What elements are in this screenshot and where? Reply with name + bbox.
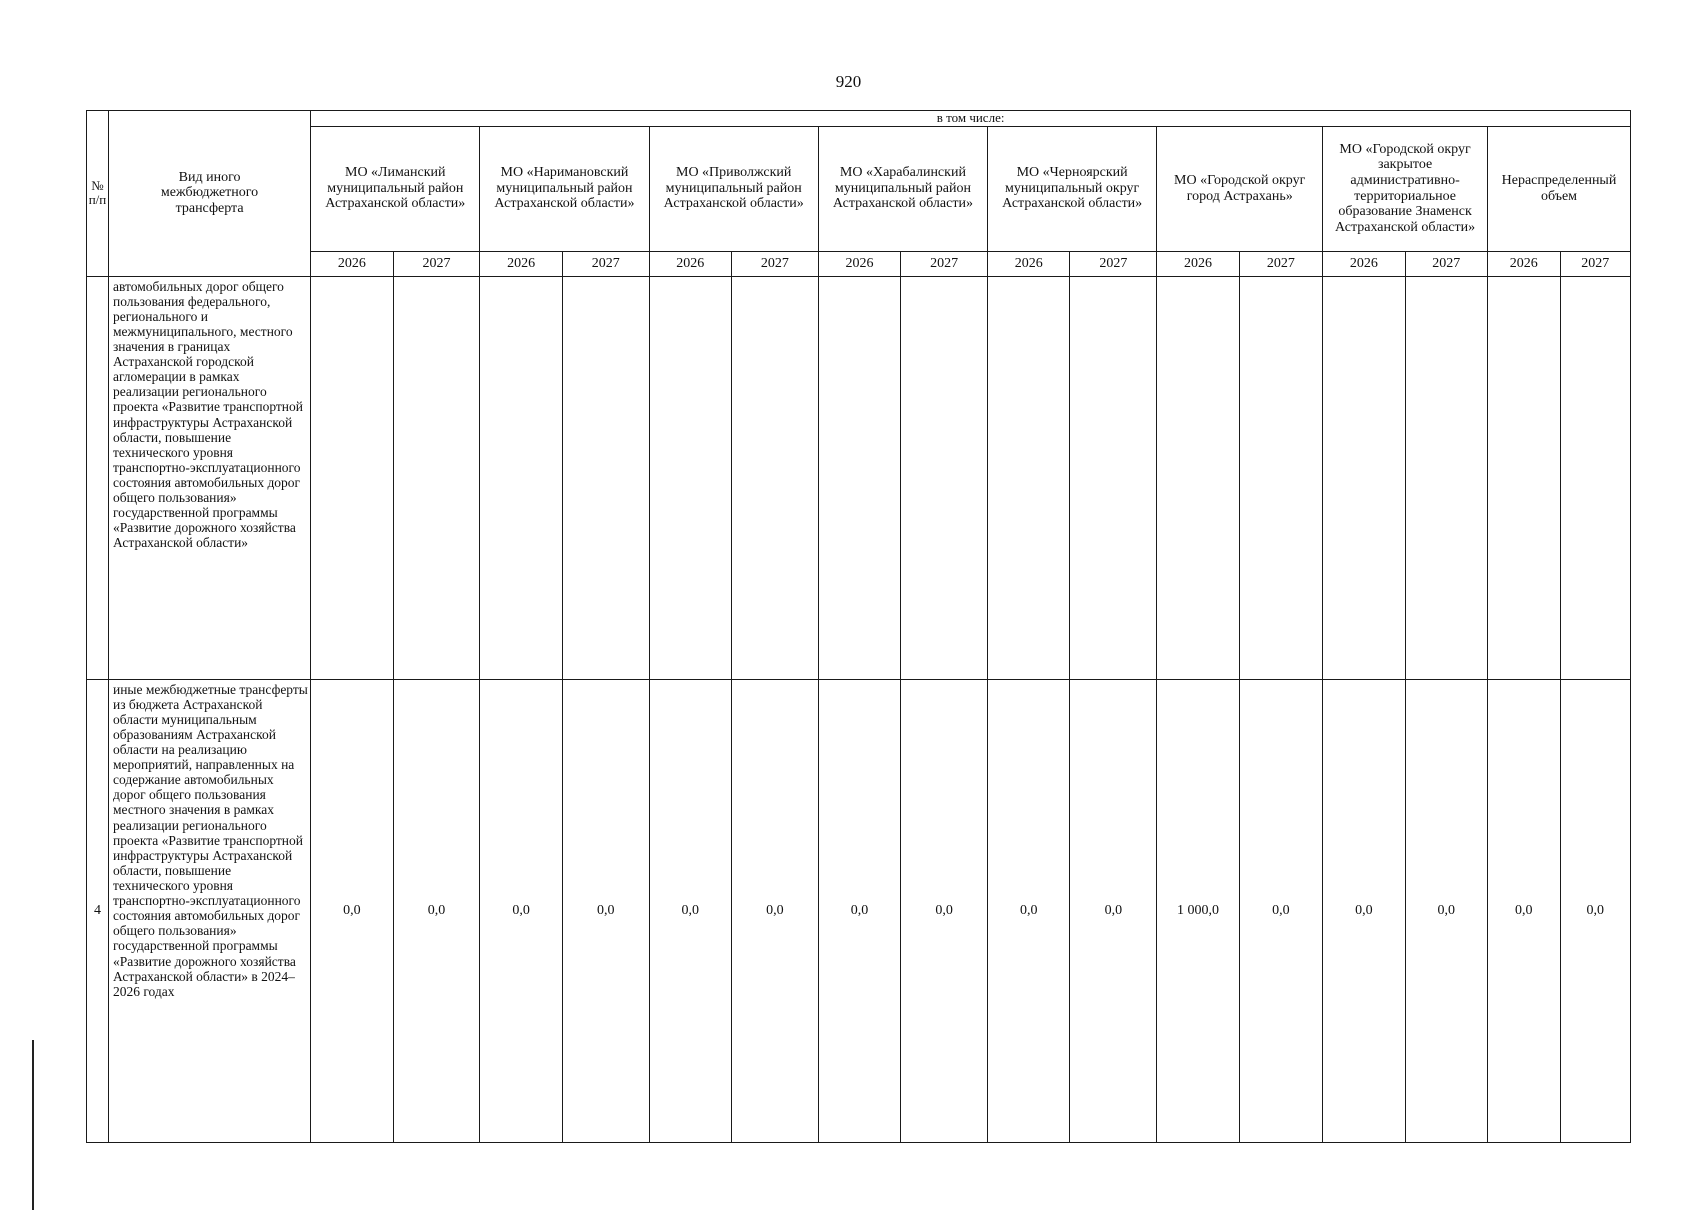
value-cell: 0,0 bbox=[562, 679, 649, 1142]
value-cell: 0,0 bbox=[1239, 679, 1323, 1142]
row-number bbox=[87, 276, 109, 679]
column-header-year: 2026 bbox=[480, 251, 562, 276]
column-header-municipality: МО «Городской округ город Астрахань» bbox=[1157, 126, 1323, 251]
column-header-number: № п/п bbox=[87, 111, 109, 277]
table-row bbox=[87, 679, 1631, 1142]
column-header-year: 2026 bbox=[1487, 251, 1560, 276]
value-cell: 0,0 bbox=[732, 679, 819, 1142]
column-header-municipality: МО «Наримановский муниципальный район Астраханской области» bbox=[480, 126, 649, 251]
column-header-year: 2027 bbox=[393, 251, 480, 276]
value-cell: 0,0 bbox=[1070, 679, 1157, 1142]
row-number: 4 bbox=[87, 679, 109, 1142]
transfer-description: иные межбюджетные трансферты из бюджета Астраханской области муниципальным образованиям Астраханской области на реализацию мероприятий, направленных на содержание автомобильных дорог общего пользования местного значения в рамках реализации регионального проекта «Развитие транспортной инфраструктуры Астраханской области, повышение технического уровня транспортно-эксплуатационного состояния автомобильных дорог общего пользования» государственной программы «Развитие дорожного хозяйства Астраханской области» в 2024–2026 годах bbox=[108, 679, 310, 1142]
header-row-municipalities bbox=[87, 126, 1631, 251]
column-header-year: 2026 bbox=[1323, 251, 1405, 276]
column-header-municipality: МО «Городской округ закрытое административно-территориальное образование Знаменск Астраханской области» bbox=[1323, 126, 1488, 251]
value-cell bbox=[1560, 276, 1631, 679]
value-cell: 0,0 bbox=[393, 679, 480, 1142]
margin-line bbox=[32, 1040, 34, 1210]
value-cell bbox=[1239, 276, 1323, 679]
value-cell: 0,0 bbox=[818, 679, 900, 1142]
column-header-municipality: МО «Лиманский муниципальный район Астраханской области» bbox=[311, 126, 480, 251]
page-number: 920 bbox=[835, 72, 862, 91]
value-cell bbox=[393, 276, 480, 679]
transfer-table bbox=[86, 110, 1631, 1143]
value-cell: 0,0 bbox=[649, 679, 731, 1142]
value-cell: 0,0 bbox=[480, 679, 562, 1142]
value-cell bbox=[1070, 276, 1157, 679]
column-header-year: 2027 bbox=[732, 251, 819, 276]
value-cell bbox=[988, 276, 1070, 679]
column-header-year: 2026 bbox=[818, 251, 900, 276]
value-cell bbox=[818, 276, 900, 679]
column-header-municipality: МО «Харабалинский муниципальный район Астраханской области» bbox=[818, 126, 987, 251]
value-cell bbox=[1323, 276, 1405, 679]
column-header-municipality: МО «Черноярский муниципальный округ Астраханской области» bbox=[988, 126, 1157, 251]
value-cell: 0,0 bbox=[988, 679, 1070, 1142]
value-cell bbox=[901, 276, 988, 679]
transfer-description: автомобильных дорог общего пользования федерального, регионального и межмуниципального, местного значения в границах Астраханской городской агломерации в рамках реализации регионального проекта «Развитие транспортной инфраструктуры Астраханской области, повышение технического уровня транспортно-эксплуатационного состояния автомобильных дорог общего пользования» государственной программы «Развитие дорожного хозяйства Астраханской области» bbox=[108, 276, 310, 679]
value-cell: 0,0 bbox=[901, 679, 988, 1142]
value-cell bbox=[1487, 276, 1560, 679]
value-cell bbox=[562, 276, 649, 679]
value-cell: 0,0 bbox=[1405, 679, 1487, 1142]
column-header-transfer-kind: Вид иного межбюджетного трансферта bbox=[108, 111, 310, 277]
table-row bbox=[87, 276, 1631, 679]
column-header-municipality: Нераспределенный объем bbox=[1487, 126, 1630, 251]
header-row-years bbox=[87, 251, 1631, 276]
value-cell bbox=[649, 276, 731, 679]
value-cell: 0,0 bbox=[311, 679, 393, 1142]
column-header-year: 2027 bbox=[562, 251, 649, 276]
column-header-year: 2026 bbox=[988, 251, 1070, 276]
value-cell bbox=[480, 276, 562, 679]
column-header-year: 2026 bbox=[649, 251, 731, 276]
column-header-including: в том числе: bbox=[311, 111, 1631, 127]
value-cell bbox=[1405, 276, 1487, 679]
column-header-year: 2027 bbox=[1405, 251, 1487, 276]
value-cell: 1 000,0 bbox=[1157, 679, 1239, 1142]
column-header-year: 2027 bbox=[1239, 251, 1323, 276]
value-cell: 0,0 bbox=[1323, 679, 1405, 1142]
value-cell: 0,0 bbox=[1487, 679, 1560, 1142]
column-header-year: 2027 bbox=[901, 251, 988, 276]
column-header-year: 2026 bbox=[1157, 251, 1239, 276]
header-row-including bbox=[87, 111, 1631, 127]
value-cell bbox=[311, 276, 393, 679]
column-header-year: 2027 bbox=[1560, 251, 1631, 276]
column-header-municipality: МО «Приволжский муниципальный район Астраханской области» bbox=[649, 126, 818, 251]
value-cell bbox=[1157, 276, 1239, 679]
value-cell: 0,0 bbox=[1560, 679, 1631, 1142]
value-cell bbox=[732, 276, 819, 679]
column-header-year: 2026 bbox=[311, 251, 393, 276]
column-header-year: 2027 bbox=[1070, 251, 1157, 276]
